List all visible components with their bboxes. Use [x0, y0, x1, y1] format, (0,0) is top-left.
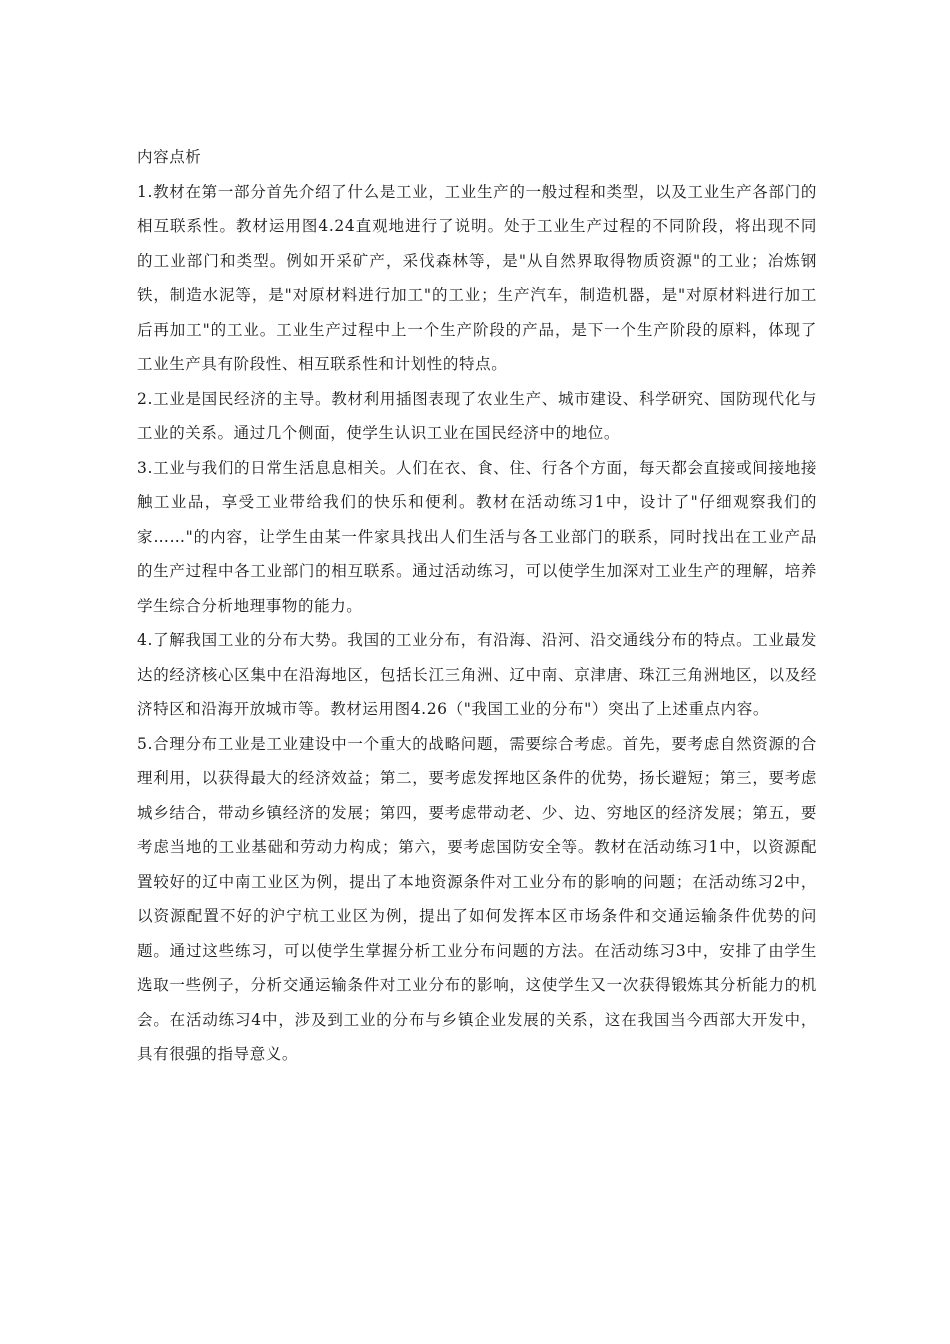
paragraph-4: 4.了解我国工业的分布大势。我国的工业分布，有沿海、沿河、沿交通线分布的特点。工业最发达的经济核心区集中在沿海地区，包括长江三角洲、辽中南、京津唐、珠江三角洲地区，以及经济特区和沿海开放城市等。教材运用图4.26（"我国工业的分布"）突出了上述重点内容。 [137, 631, 817, 718]
paragraph-1: 1.教材在第一部分首先介绍了什么是工业，工业生产的一般过程和类型，以及工业生产各部门的相互联系性。教材运用图4.24直观地进行了说明。处于工业生产过程的不同阶段，将出现不同的工业部门和类型。例如开采矿产，采伐森林等，是"从自然界取得物质资源"的工业；冶炼钢铁，制造水泥等，是"对原材料进行加工"的工业；生产汽车，制造机器，是"对原材料进行加工后再加工"的工业。工业生产过程中上一个生产阶段的产品，是下一个生产阶段的原料，体现了工业生产具有阶段性、相互联系性和计划性的特点。 [137, 182, 817, 373]
section-heading: 内容点析 [137, 148, 202, 166]
document-body [137, 140, 817, 1072]
paragraph-5: 5.合理分布工业是工业建设中一个重大的战略问题，需要综合考虑。首先，要考虑自然资源的合理利用，以获得最大的经济效益；第二，要考虑发挥地区条件的优势，扬长避短；第三，要考虑城乡结合，带动乡镇经济的发展；第四，要考虑带动老、少、边、穷地区的经济发展；第五，要考虑当地的工业基础和劳动力构成；第六，要考虑国防安全等。教材在活动练习1中，以资源配置较好的辽中南工业区为例，提出了本地资源条件对工业分布的影响的问题；在活动练习2中，以资源配置不好的沪宁杭工业区为例，提出了如何发挥本区市场条件和交通运输条件优势的问题。通过这些练习，可以使学生掌握分析工业分布问题的方法。在活动练习3中，安排了由学生选取一些例子，分析交通运输条件对工业分布的影响，这使学生又一次获得锻炼其分析能力的机会。在活动练习4中，涉及到工业的分布与乡镇企业发展的关系，这在我国当今西部大开发中，具有很强的指导意义。 [137, 734, 817, 1063]
paragraph-3: 3.工业与我们的日常生活息息相关。人们在衣、食、住、行各个方面，每天都会直接或间接地接触工业品，享受工业带给我们的快乐和便利。教材在活动练习1中，设计了"仔细观察我们的家……"的内容，让学生由某一件家具找出人们生活与各工业部门的联系，同时找出在工业产品的生产过程中各工业部门的相互联系。通过活动练习，可以使学生加深对工业生产的理解，培养学生综合分析地理事物的能力。 [137, 458, 817, 615]
paragraph-2: 2.工业是国民经济的主导。教材利用插图表现了农业生产、城市建设、科学研究、国防现代化与工业的关系。通过几个侧面，使学生认识工业在国民经济中的地位。 [137, 389, 817, 442]
